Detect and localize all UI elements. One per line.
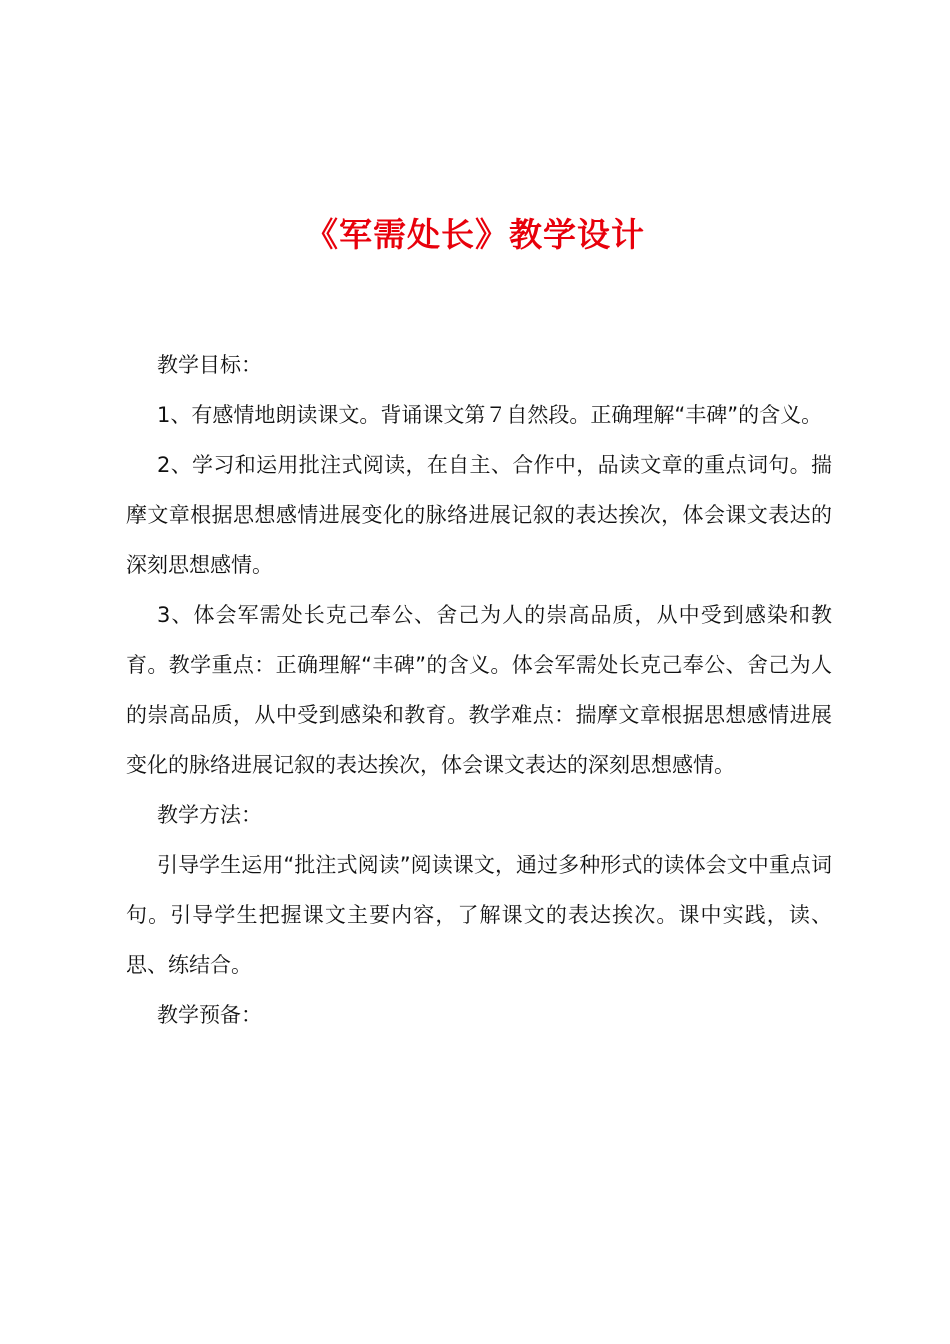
- document-title: 《军需处长》教学设计: [305, 215, 645, 254]
- objectives-heading: 教学目标：: [157, 353, 262, 377]
- objective-1: 1、有感情地朗读课文。背诵课文第７自然段。正确理解“丰碑”的含义。: [157, 403, 823, 427]
- methods-heading: 教学方法：: [157, 803, 262, 827]
- methods-text: 引导学生运用“批注式阅读”阅读课文，通过多种形式的读体会文中重点词句。引导学生把握课文主要内容，了解课文的表达挨次。课中实践，读、思、练结合。: [126, 853, 832, 977]
- document-body: [126, 340, 832, 1040]
- objective-3: 3、体会军需处长克己奉公、舍己为人的崇高品质，从中受到感染和教育。教学重点：正确理解“丰碑”的含义。体会军需处长克己奉公、舍己为人的崇高品质，从中受到感染和教育。教学难点：揣摩文章根据思想感情进展变化的脉络进展记叙的表达挨次，体会课文表达的深刻思想感情。: [126, 603, 832, 777]
- prep-heading: 教学预备：: [157, 1003, 262, 1027]
- objective-2: 2、学习和运用批注式阅读，在自主、合作中，品读文章的重点词句。揣摩文章根据思想感情进展变化的脉络进展记叙的表达挨次，体会课文表达的深刻思想感情。: [126, 453, 832, 577]
